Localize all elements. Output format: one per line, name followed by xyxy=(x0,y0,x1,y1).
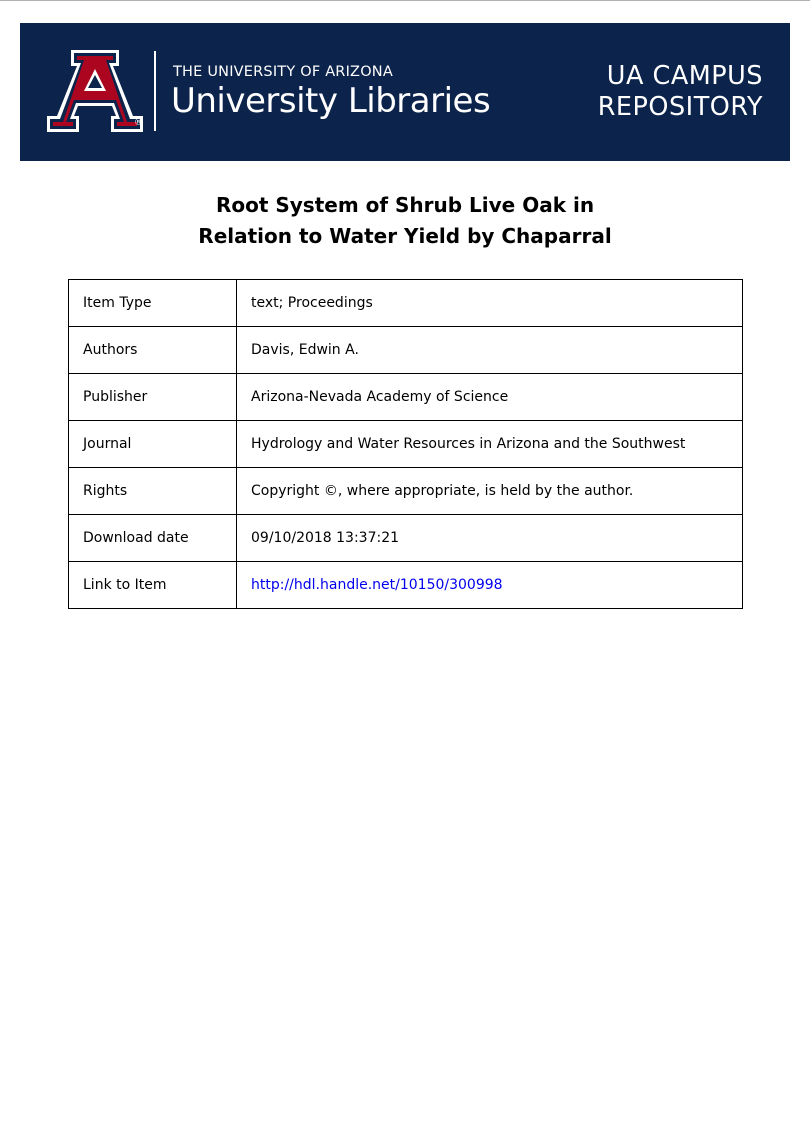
title-line-2: Relation to Water Yield by Chaparral xyxy=(198,224,612,248)
repository-line-1: UA CAMPUS xyxy=(606,61,763,91)
registered-trademark: ® xyxy=(134,118,143,128)
row-label: Publisher xyxy=(69,374,237,421)
top-rule xyxy=(0,0,810,1)
header-banner xyxy=(20,23,790,161)
row-label: Rights xyxy=(69,468,237,515)
table-row-authors xyxy=(69,327,743,374)
row-value: Copyright ©, where appropriate, is held by the author. xyxy=(237,468,743,515)
row-label: Journal xyxy=(69,421,237,468)
metadata-table xyxy=(68,279,743,609)
item-link[interactable]: http://hdl.handle.net/10150/300998 xyxy=(251,577,503,593)
row-label: Download date xyxy=(69,515,237,562)
table-row-link-to-item xyxy=(69,562,743,609)
row-value-cell xyxy=(237,562,743,609)
title-line-1: Root System of Shrub Live Oak in xyxy=(215,193,595,217)
university-name: THE UNIVERSITY OF ARIZONA xyxy=(173,64,393,80)
document-title xyxy=(0,190,810,252)
arizona-block-a-logo-icon xyxy=(47,50,143,132)
row-value: 09/10/2018 13:37:21 xyxy=(237,515,743,562)
table-row-rights xyxy=(69,468,743,515)
table-row-publisher xyxy=(69,374,743,421)
row-value: text; Proceedings xyxy=(237,280,743,327)
row-value: Hydrology and Water Resources in Arizona and the Southwest xyxy=(237,421,743,468)
row-value: Arizona-Nevada Academy of Science xyxy=(237,374,743,421)
row-value: Davis, Edwin A. xyxy=(237,327,743,374)
row-label: Item Type xyxy=(69,280,237,327)
library-name: University Libraries xyxy=(171,81,491,121)
repository-name xyxy=(543,61,763,123)
banner-divider xyxy=(154,51,156,131)
table-row-item-type xyxy=(69,280,743,327)
row-label: Link to Item xyxy=(69,562,237,609)
row-label: Authors xyxy=(69,327,237,374)
table-row-download-date xyxy=(69,515,743,562)
repository-line-2: REPOSITORY xyxy=(597,92,763,122)
table-row-journal xyxy=(69,421,743,468)
